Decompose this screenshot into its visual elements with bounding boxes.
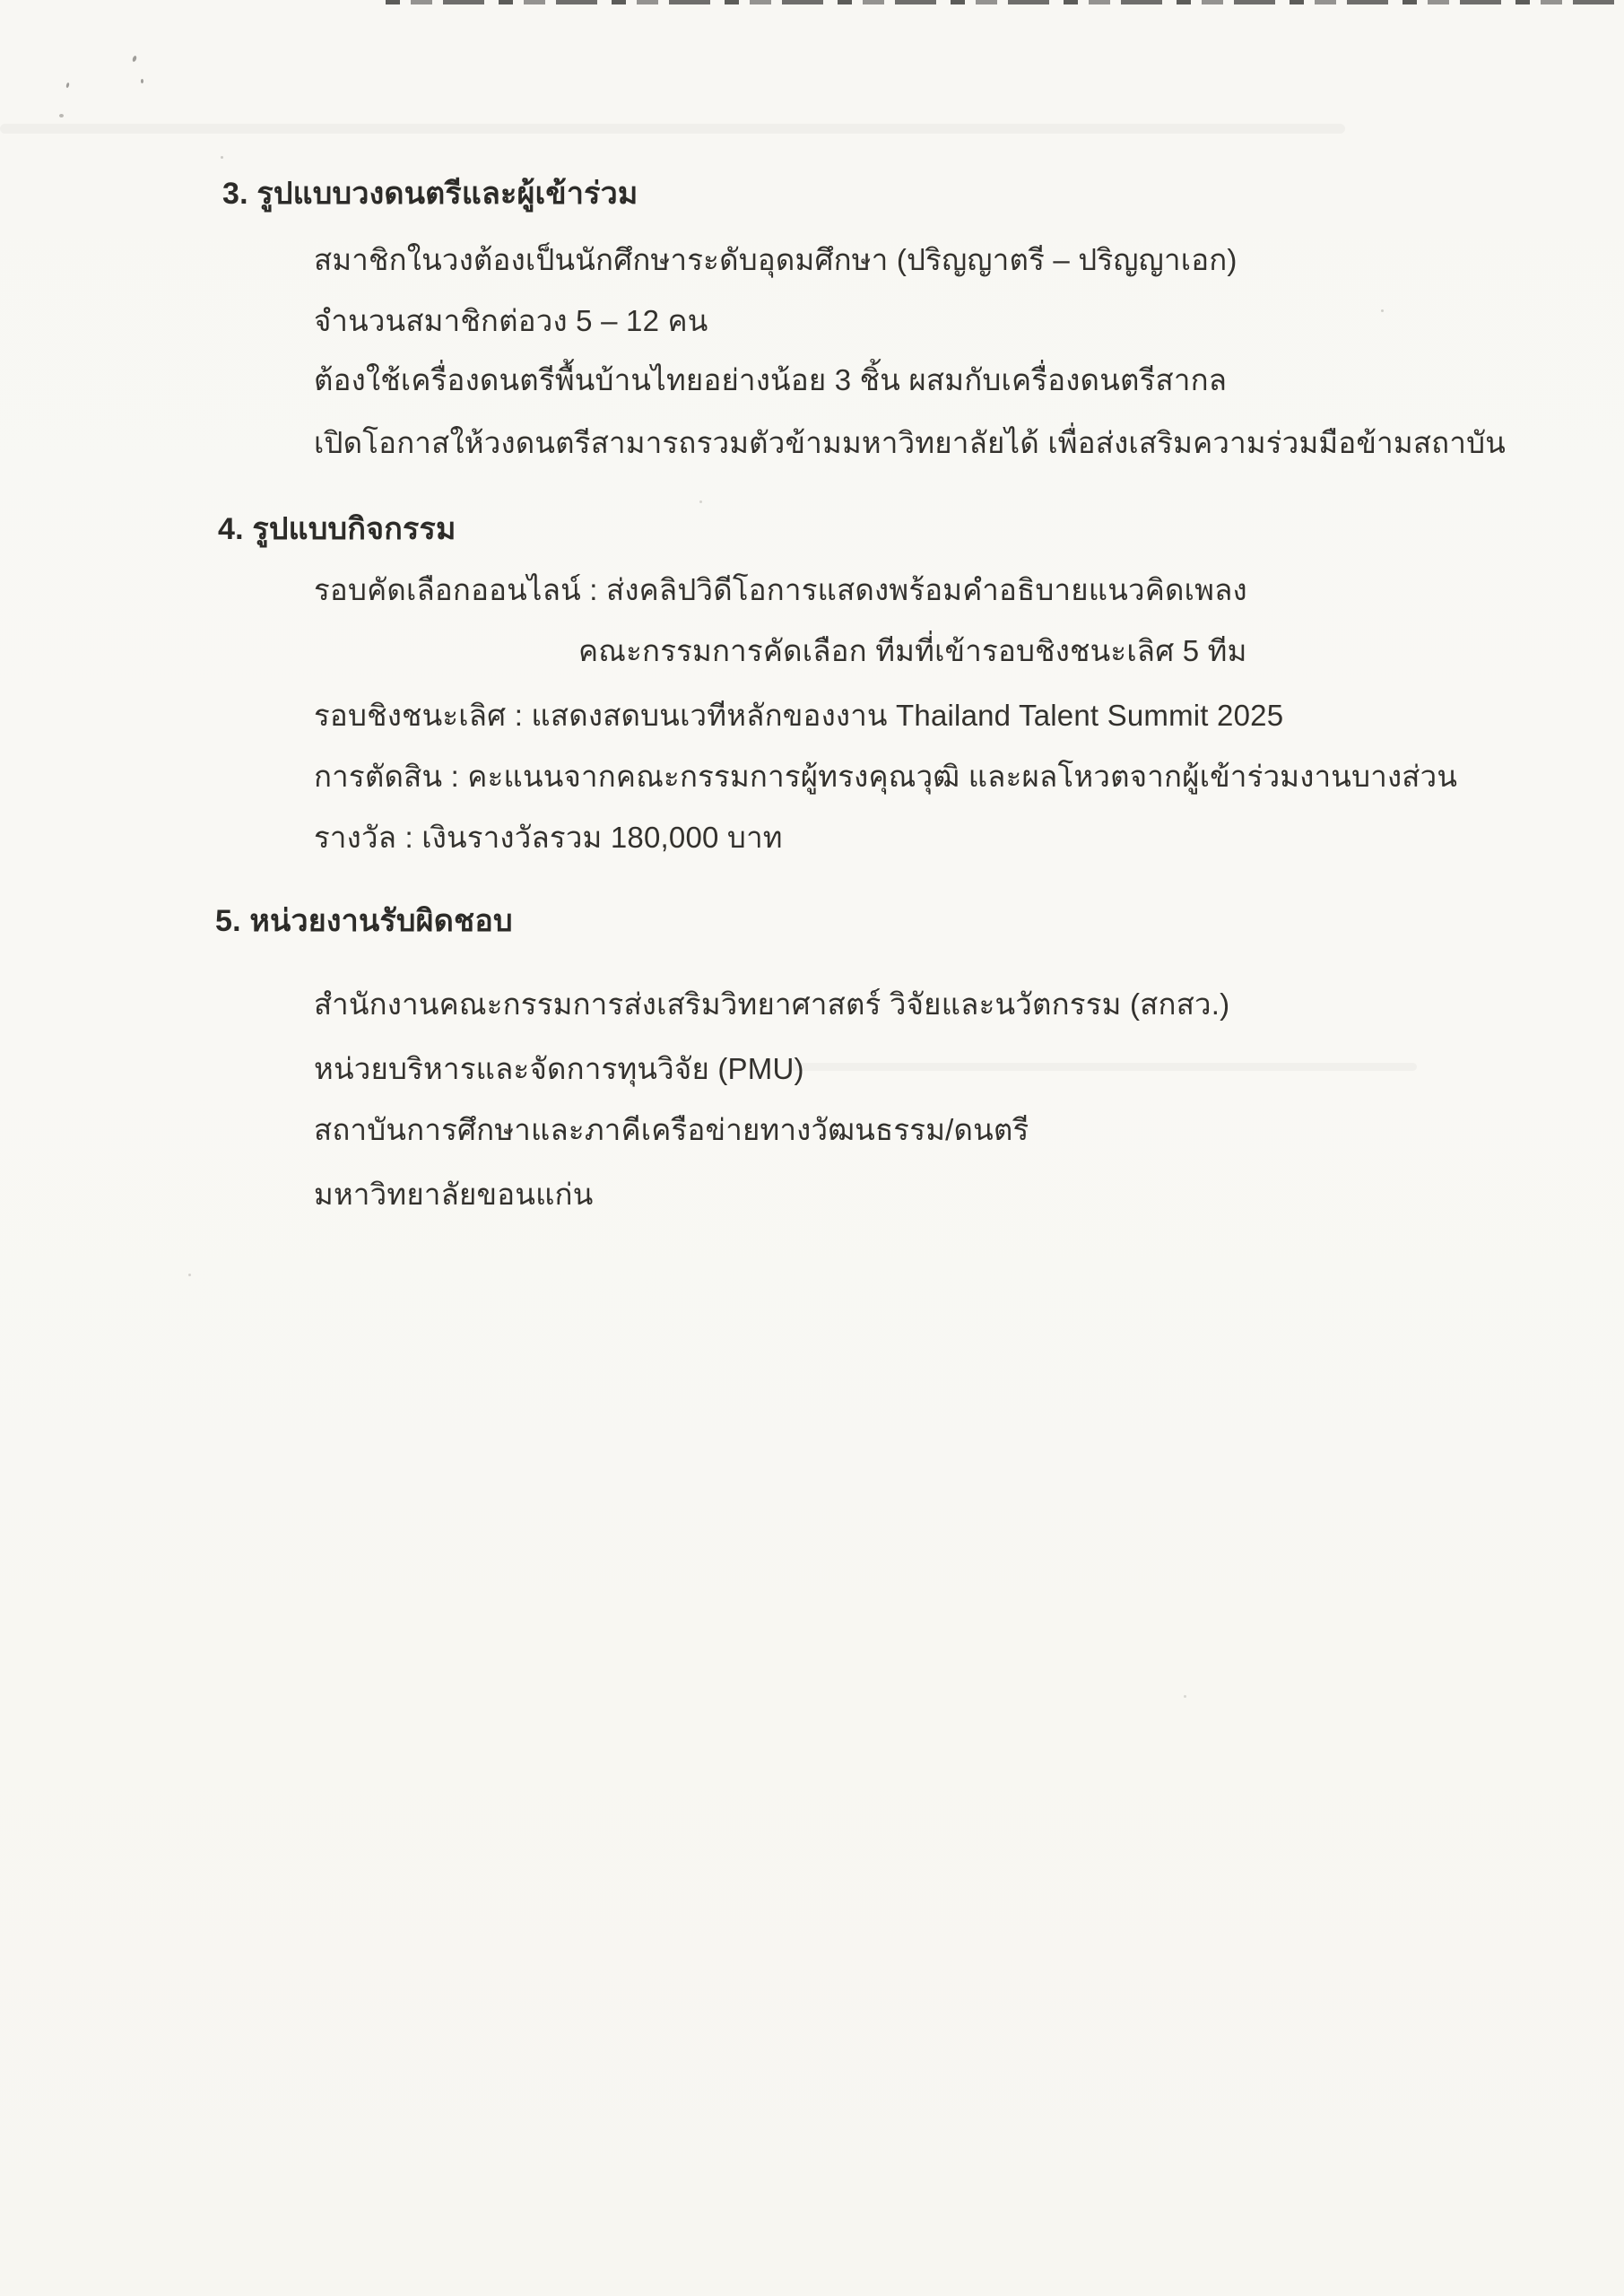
section-5-line-pmu: หน่วยบริหารและจัดการทุนวิจัย (PMU)	[314, 1052, 804, 1085]
section-4-heading: 4. รูปแบบกิจกรรม	[218, 512, 456, 546]
scan-speck	[1381, 309, 1384, 312]
section-4-line-final-round: รอบชิงชนะเลิศ : แสดงสดบนเวทีหลักของงาน Thailand Talent Summit 2025	[314, 699, 1284, 732]
scan-speck	[1184, 1695, 1186, 1698]
section-3-heading: 3. รูปแบบวงดนตรีและผู้เข้าร่วม	[222, 177, 638, 211]
scan-speck	[132, 56, 137, 63]
section-5-line-tsri: สำนักงานคณะกรรมการส่งเสริมวิทยาศาสตร์ วิจัยและนวัตกรรม (สกสว.)	[314, 987, 1230, 1021]
section-4-line-judging: การตัดสิน : คะแนนจากคณะกรรมการผู้ทรงคุณวุฒิ และผลโหวตจากผู้เข้าร่วมงานบางส่วน	[314, 760, 1458, 793]
section-3-line-members: สมาชิกในวงต้องเป็นนักศึกษาระดับอุดมศึกษา (ปริญญาตรี – ปริญญาเอก)	[314, 243, 1238, 276]
section-3-line-member-count: จำนวนสมาชิกต่อวง 5 – 12 คน	[314, 304, 708, 337]
scan-speck	[141, 79, 143, 83]
scan-speck	[188, 1274, 191, 1276]
scan-edge-artifact	[386, 0, 1624, 4]
scan-speck	[699, 500, 702, 503]
section-3-line-instruments: ต้องใช้เครื่องดนตรีพื้นบ้านไทยอย่างน้อย 3 ชิ้น ผสมกับเครื่องดนตรีสากล	[314, 363, 1228, 396]
section-5-heading: 5. หน่วยงานรับผิดชอบ	[215, 904, 513, 938]
section-5-line-institutes: สถาบันการศึกษาและภาคีเครือข่ายทางวัฒนธรรม/ดนตรี	[314, 1113, 1029, 1146]
scan-speck	[221, 156, 223, 159]
section-3-line-cross-university: เปิดโอกาสให้วงดนตรีสามารถรวมตัวข้ามมหาวิทยาลัยได้ เพื่อส่งเสริมความร่วมมือข้ามสถาบัน	[314, 426, 1506, 459]
scan-smudge	[789, 1063, 1417, 1071]
section-4-line-online-round: รอบคัดเลือกออนไลน์ : ส่งคลิปวิดีโอการแสดงพร้อมคำอธิบายแนวคิดเพลง	[314, 573, 1247, 606]
section-5-line-kku: มหาวิทยาลัยขอนแก่น	[314, 1178, 594, 1211]
scan-speck	[59, 114, 64, 117]
section-4-line-prize: รางวัล : เงินรางวัลรวม 180,000 บาท	[314, 821, 783, 854]
section-4-line-selection-committee: คณะกรรมการคัดเลือก ทีมที่เข้ารอบชิงชนะเลิศ 5 ทีม	[578, 634, 1247, 667]
scan-speck	[65, 83, 69, 89]
scan-smudge	[0, 124, 1345, 134]
